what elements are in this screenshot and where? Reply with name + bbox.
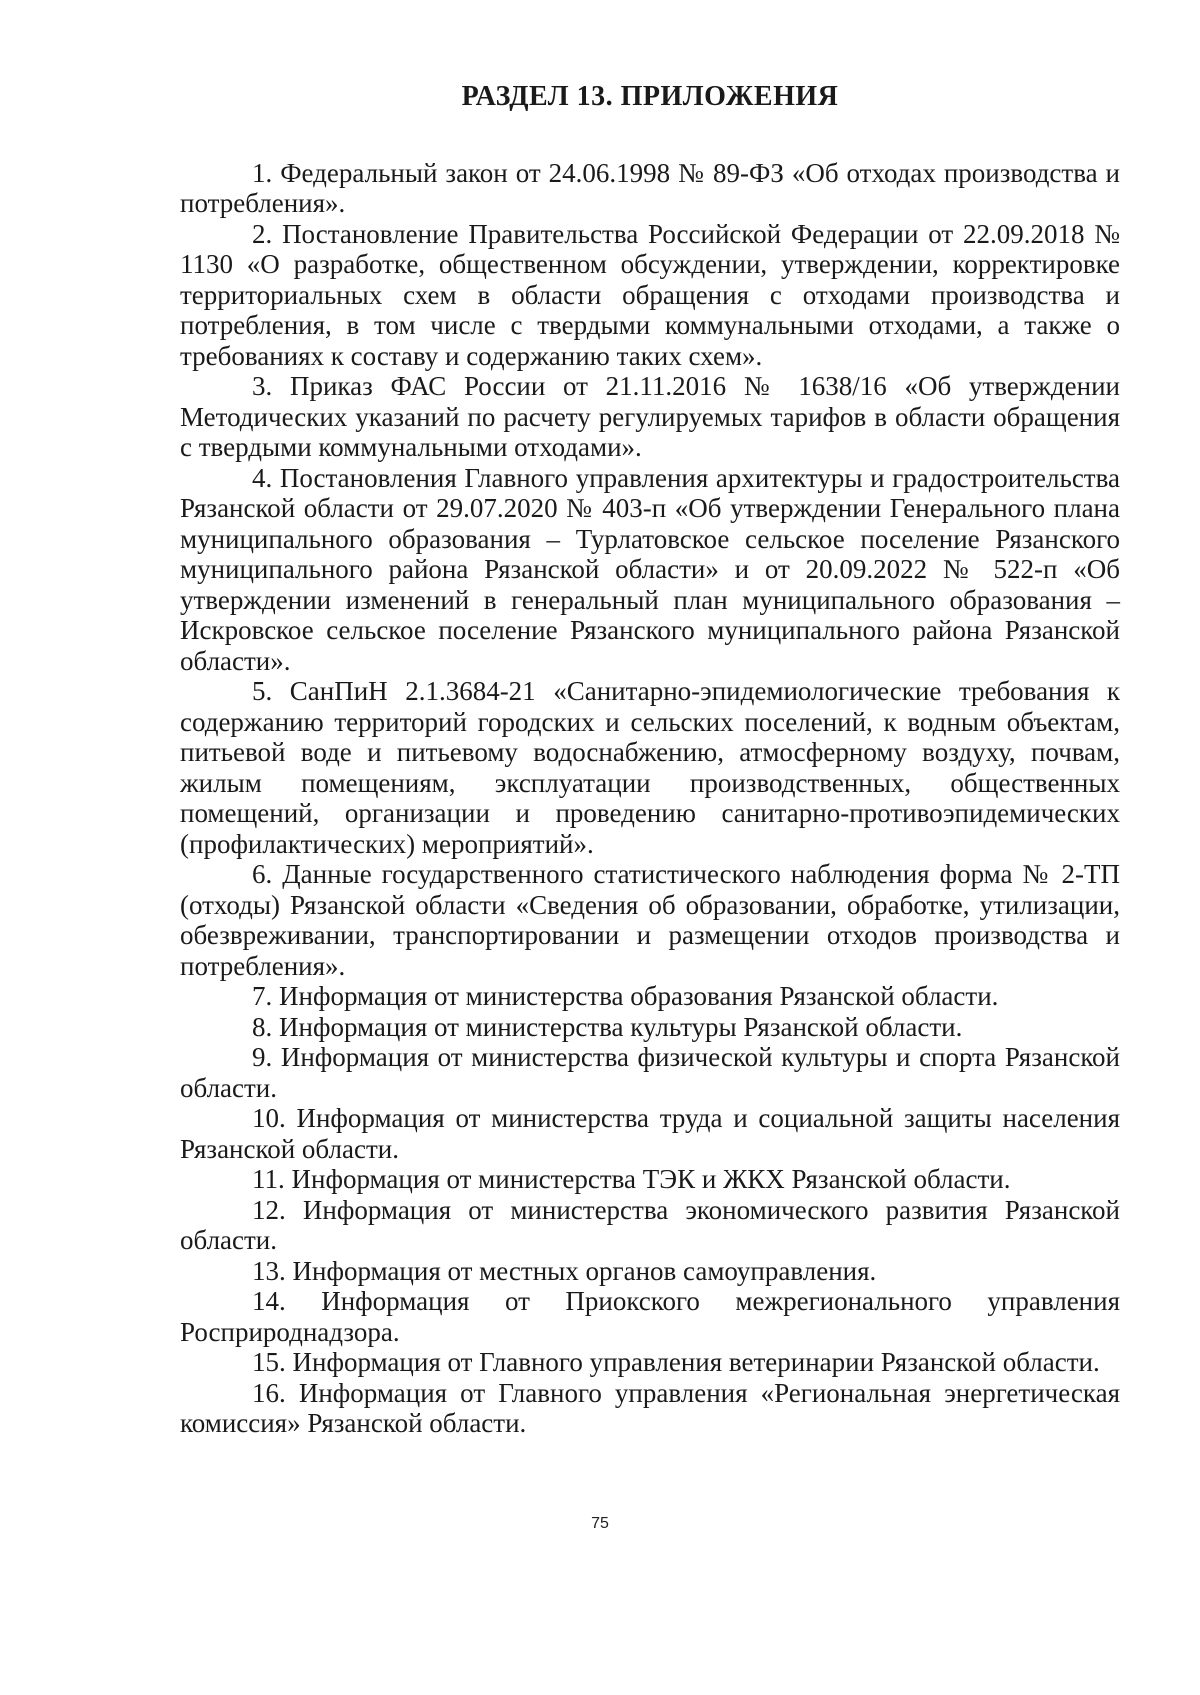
item-text: Информация от министерства физической культуры и спорта Рязанской области.: [180, 1042, 1121, 1103]
item-text: Информация от Главного управления ветеринарии Рязанской области.: [292, 1347, 1100, 1378]
item-number: 15.: [252, 1347, 286, 1378]
item-text: Данные государственного статистического наблюдения форма № 2-ТП (отходы) Рязанской области «Сведения об образовании, обработке, утилизации, обезвреживании, транспортировании и размещении отходов производства и потребления».: [180, 859, 1121, 981]
item-text: СанПиН 2.1.3684-21 «Санитарно-эпидемиологические требования к содержанию территорий городских и сельских поселений, к водным объектам, питьевой воде и питьевому водоснабжению, атмосферному воздуху, почвам, жилым помещениям, эксплуатации производственных, общественных помещений, организации и проведению санитарно-противоэпидемических (профилактических) мероприятий».: [180, 676, 1121, 859]
item-number: 11.: [252, 1164, 285, 1195]
item-text: Информация от министерства труда и социальной защиты населения Рязанской области.: [180, 1103, 1121, 1164]
list-item: [180, 1347, 1120, 1378]
document-page: [180, 80, 1120, 1439]
item-number: 13.: [252, 1255, 286, 1286]
item-number: 6.: [252, 859, 273, 890]
item-number: 14.: [252, 1286, 286, 1317]
item-number: 10.: [252, 1103, 286, 1134]
item-text: Информация от министерства ТЭК и ЖКХ Рязанской области.: [291, 1164, 1011, 1195]
item-text: Информация от министерства культуры Рязанской области.: [279, 1011, 963, 1042]
list-item: [180, 463, 1120, 677]
list-item: [180, 859, 1120, 981]
page-number: 75: [591, 1515, 609, 1532]
item-number: 5.: [252, 676, 273, 707]
list-item: [180, 1164, 1120, 1195]
item-number: 12.: [252, 1194, 286, 1225]
section-title: РАЗДЕЛ 13. ПРИЛОЖЕНИЯ: [461, 81, 839, 112]
item-number: 9.: [252, 1042, 273, 1073]
item-number: 4.: [252, 462, 273, 493]
appendix-list: [180, 158, 1120, 1439]
item-text: Федеральный закон от 24.06.1998 № 89-ФЗ «Об отходах производства и потребления».: [180, 157, 1121, 219]
item-text: Информация от Главного управления «Региональная энергетическая комиссия» Рязанской области.: [180, 1377, 1120, 1439]
list-item: [180, 158, 1120, 219]
list-item: [180, 1042, 1120, 1103]
list-item: [180, 219, 1120, 372]
item-number: 1.: [252, 157, 273, 188]
item-number: 8.: [252, 1011, 273, 1042]
item-text: Приказ ФАС России от 21.11.2016 № 1638/16 «Об утверждении Методических указаний по расчету регулируемых тарифов в области обращения с твердыми коммунальными отходами».: [180, 371, 1120, 463]
list-item: [180, 676, 1120, 859]
item-text: Информация от Приокского межрегионального управления Росприроднадзора.: [180, 1286, 1120, 1347]
list-item: [180, 371, 1120, 463]
item-number: 3.: [252, 371, 273, 402]
list-item: [180, 1286, 1120, 1347]
item-number: 7.: [252, 981, 273, 1012]
list-item: [180, 981, 1120, 1012]
list-item: [180, 1256, 1120, 1287]
list-item: [180, 1012, 1120, 1043]
list-item: [180, 1195, 1120, 1256]
item-number: 2.: [252, 218, 273, 249]
item-text: Постановление Правительства Российской Федерации от 22.09.2018 № 1130 «О разработке, общественном обсуждении, утверждении, корректировке территориальных схем в области обращения с отходами производства и потребления, в том числе с твердыми коммунальными отходами, а также о требованиях к составу и содержанию таких схем».: [180, 218, 1121, 371]
item-text: Информация от местных органов самоуправления.: [292, 1255, 877, 1286]
item-text: Информация от министерства экономического развития Рязанской области.: [180, 1194, 1120, 1256]
item-text: Информация от министерства образования Рязанской области.: [279, 981, 999, 1012]
list-item: [180, 1378, 1120, 1439]
list-item: [180, 1103, 1120, 1164]
item-number: 16.: [252, 1377, 286, 1408]
item-text: Постановления Главного управления архитектуры и градостроительства Рязанской области от 29.07.2020 № 403-п «Об утверждении Генерального плана муниципального образования – Турлатовское сельское поселение Рязанского муниципального района Рязанской области» и от 20.09.2022 № 522-п «Об утверждении изменений в генеральный план муниципального образования – Искровское сельское поселение Рязанского муниципального района Рязанской области».: [180, 462, 1120, 676]
